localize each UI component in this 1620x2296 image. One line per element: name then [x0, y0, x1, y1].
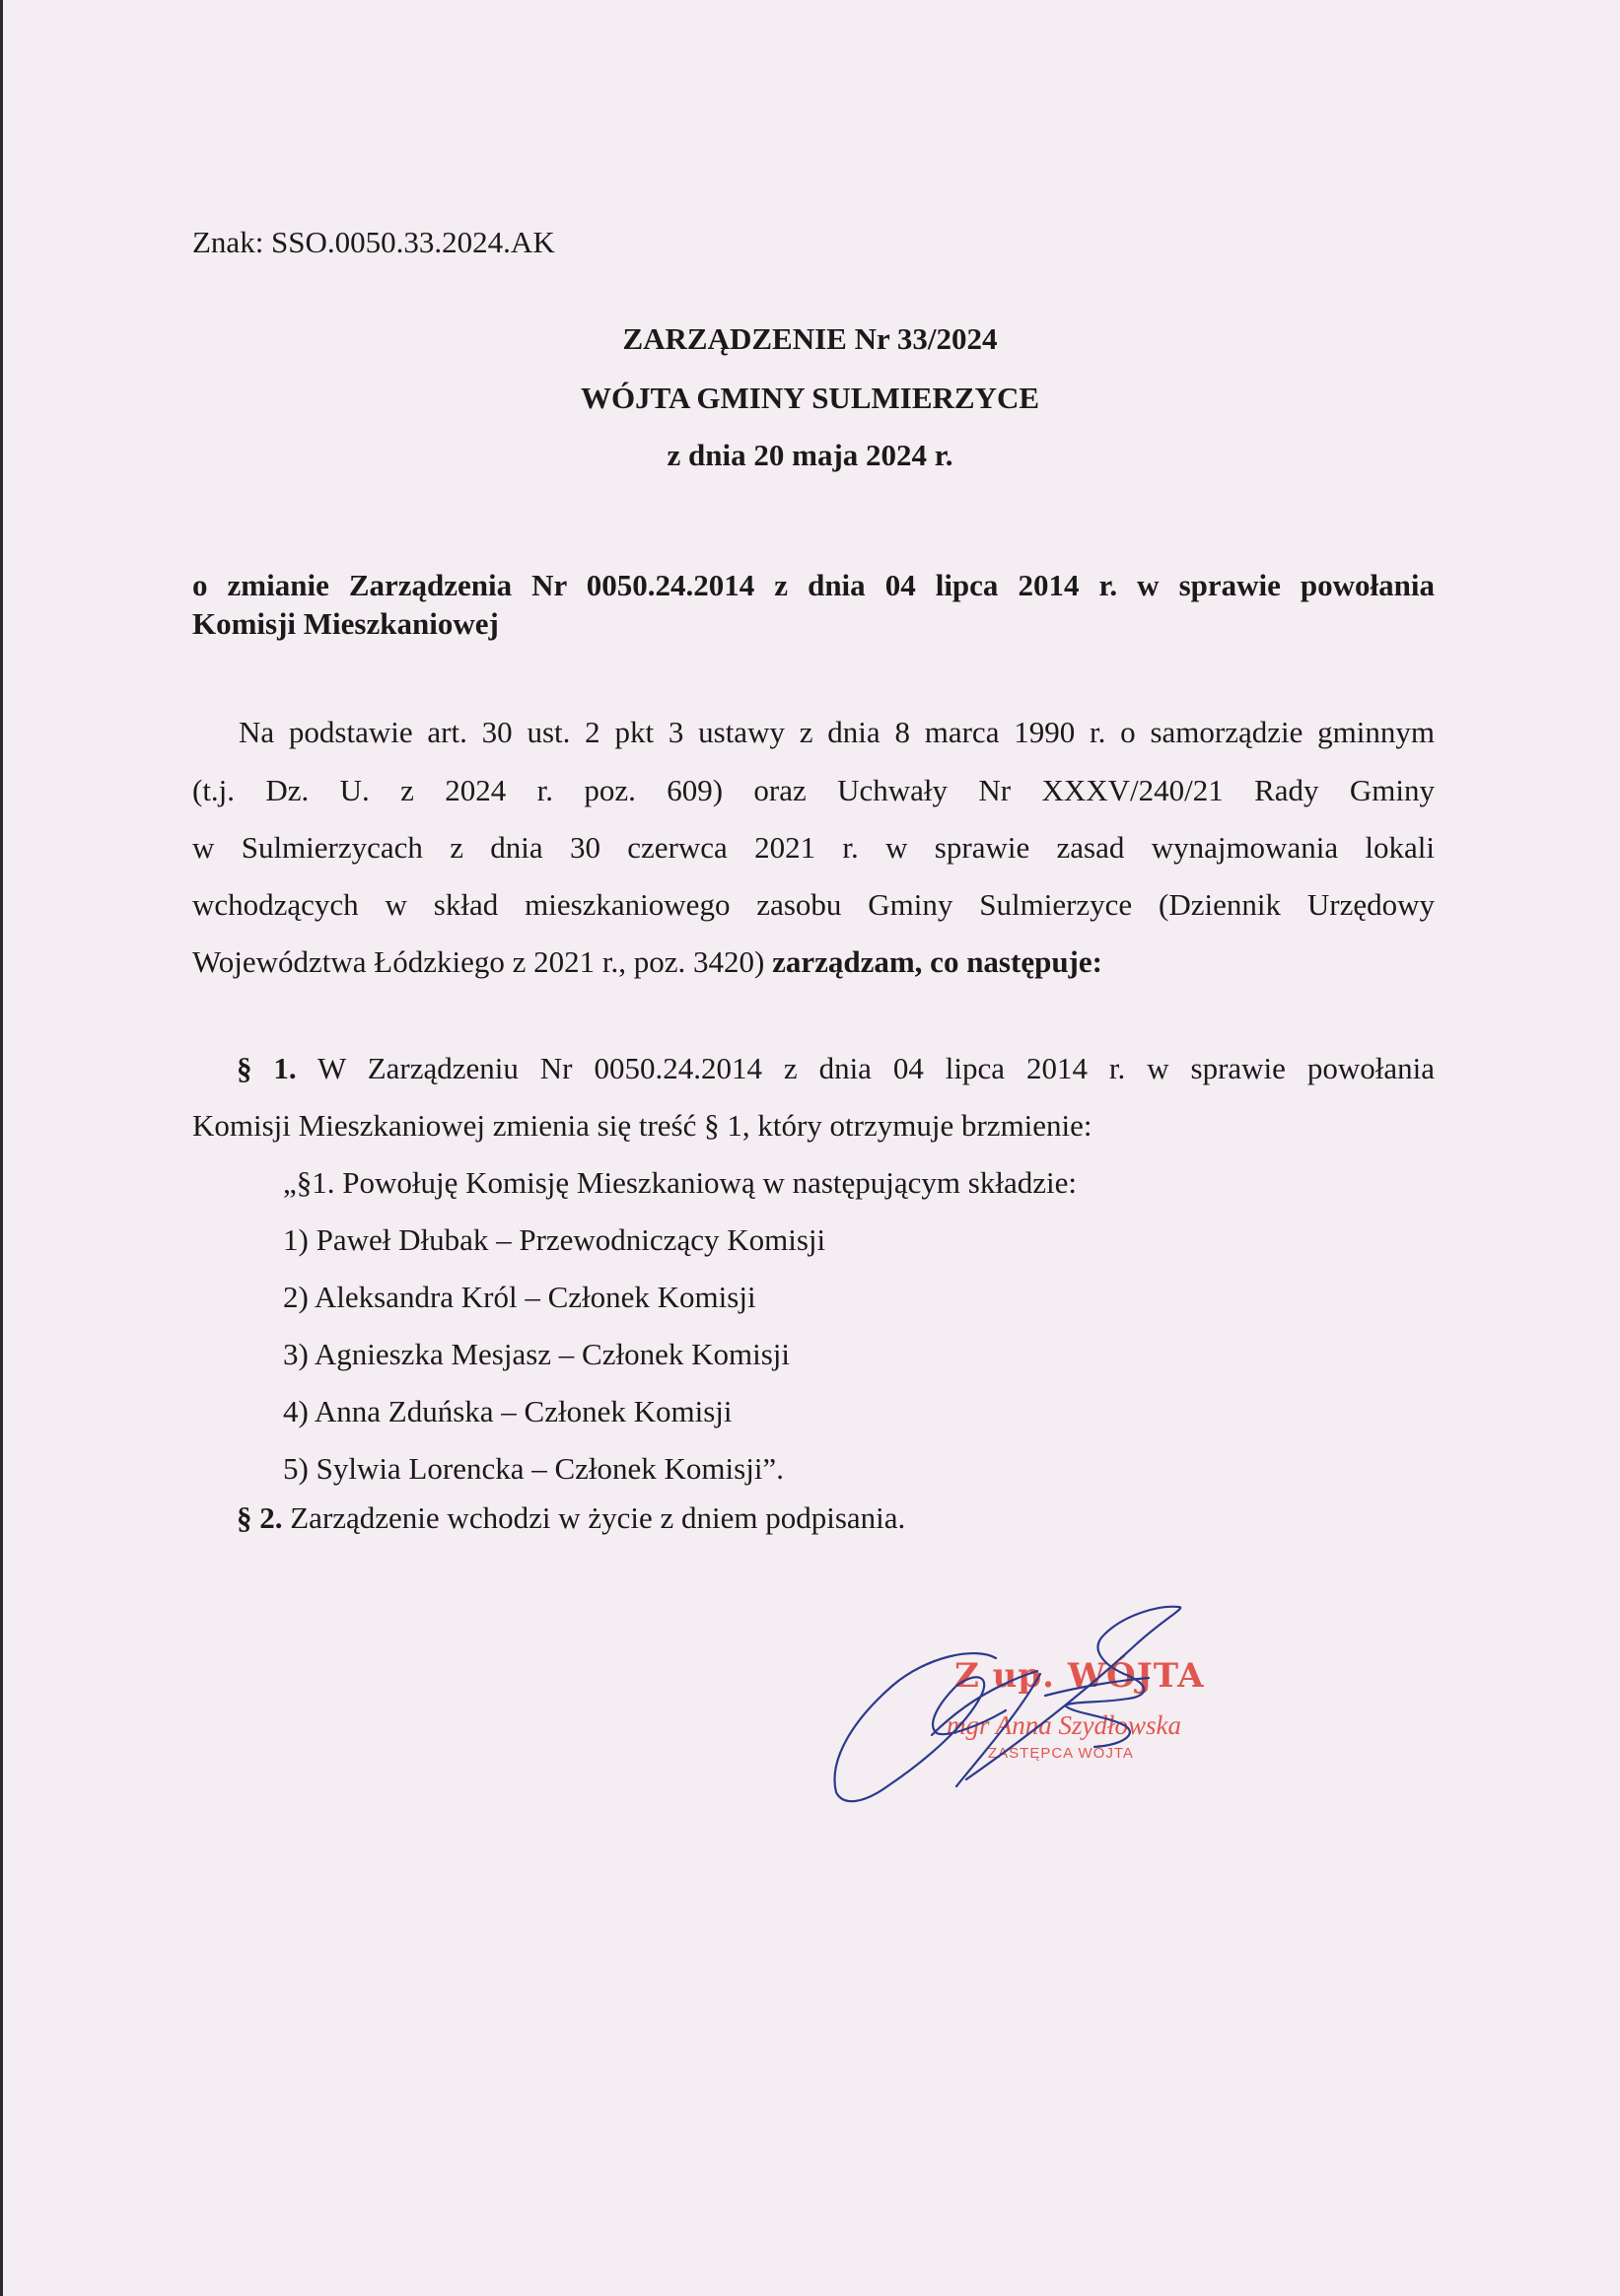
- preamble-line-2: (t.j. Dz. U. z 2024 r. poz. 609) oraz Uchwały Nr XXXV/240/21 Rady Gminy: [192, 773, 1435, 807]
- preamble-decree: zarządzam, co następuje:: [772, 944, 1102, 979]
- preamble-line-4: wchodzących w skład mieszkaniowego zasobu Gminy Sulmierzyce (Dziennik Urzędowy: [192, 887, 1435, 922]
- section-2-text: Zarządzenie wchodzi w życie z dniem podpisania.: [282, 1500, 906, 1535]
- section-1-line-2: Komisji Mieszkaniowej zmienia się treść § 1, który otrzymuje brzmienie:: [192, 1108, 1092, 1143]
- member-list-item: 5) Sylwia Lorencka – Członek Komisji”.: [283, 1451, 784, 1486]
- section-1-marker: § 1.: [237, 1051, 297, 1085]
- subject: [192, 566, 1435, 643]
- preamble-line-5: [192, 944, 1435, 980]
- member-list-item: 1) Paweł Dłubak – Przewodniczący Komisji: [283, 1222, 826, 1257]
- stamp-authorization: Z up. WÓJTA: [954, 1656, 1205, 1696]
- member-list-item: 3) Agnieszka Mesjasz – Członek Komisji: [283, 1337, 790, 1371]
- subject-line-2: Komisji Mieszkaniowej: [192, 606, 499, 641]
- section-2-marker: § 2.: [237, 1500, 283, 1535]
- issuer-title: WÓJTA GMINY SULMIERZYCE: [580, 381, 1040, 415]
- subject-line-1: o zmianie Zarządzenia Nr 0050.24.2014 z dnia 04 lipca 2014 r. w sprawie powołania: [192, 568, 1435, 602]
- document-date: z dnia 20 maja 2024 r.: [667, 438, 953, 472]
- reference-number: Znak: SSO.0050.33.2024.AK: [192, 225, 555, 259]
- preamble-line-3: w Sulmierzycach z dnia 30 czerwca 2021 r. w sprawie zasad wynajmowania lokali: [192, 830, 1435, 865]
- member-list-item: 2) Aleksandra Król – Członek Komisji: [283, 1280, 756, 1314]
- stamp-position: ZASTĘPCA WÓJTA: [988, 1745, 1134, 1762]
- stamp-name: mgr Anna Szydłowska: [947, 1710, 1182, 1740]
- handwritten-signature-icon: [809, 1577, 1223, 1814]
- section-1-line-1: [237, 1051, 1435, 1086]
- document-title: ZARZĄDZENIE Nr 33/2024: [622, 321, 998, 356]
- preamble-citation: Województwa Łódzkiego z 2021 r., poz. 3420): [192, 944, 773, 979]
- section-2: [237, 1500, 1479, 1536]
- section-1-text: W Zarządzeniu Nr 0050.24.2014 z dnia 04 lipca 2014 r. w sprawie powołania: [296, 1051, 1435, 1085]
- preamble-line-1: Na podstawie art. 30 ust. 2 pkt 3 ustawy z dnia 8 marca 1990 r. o samorządzie gminnym: [239, 715, 1435, 749]
- member-list-item: 4) Anna Zduńska – Członek Komisji: [283, 1394, 733, 1428]
- section-1-quote-intro: „§1. Powołuję Komisję Mieszkaniową w następującym składzie:: [283, 1165, 1077, 1200]
